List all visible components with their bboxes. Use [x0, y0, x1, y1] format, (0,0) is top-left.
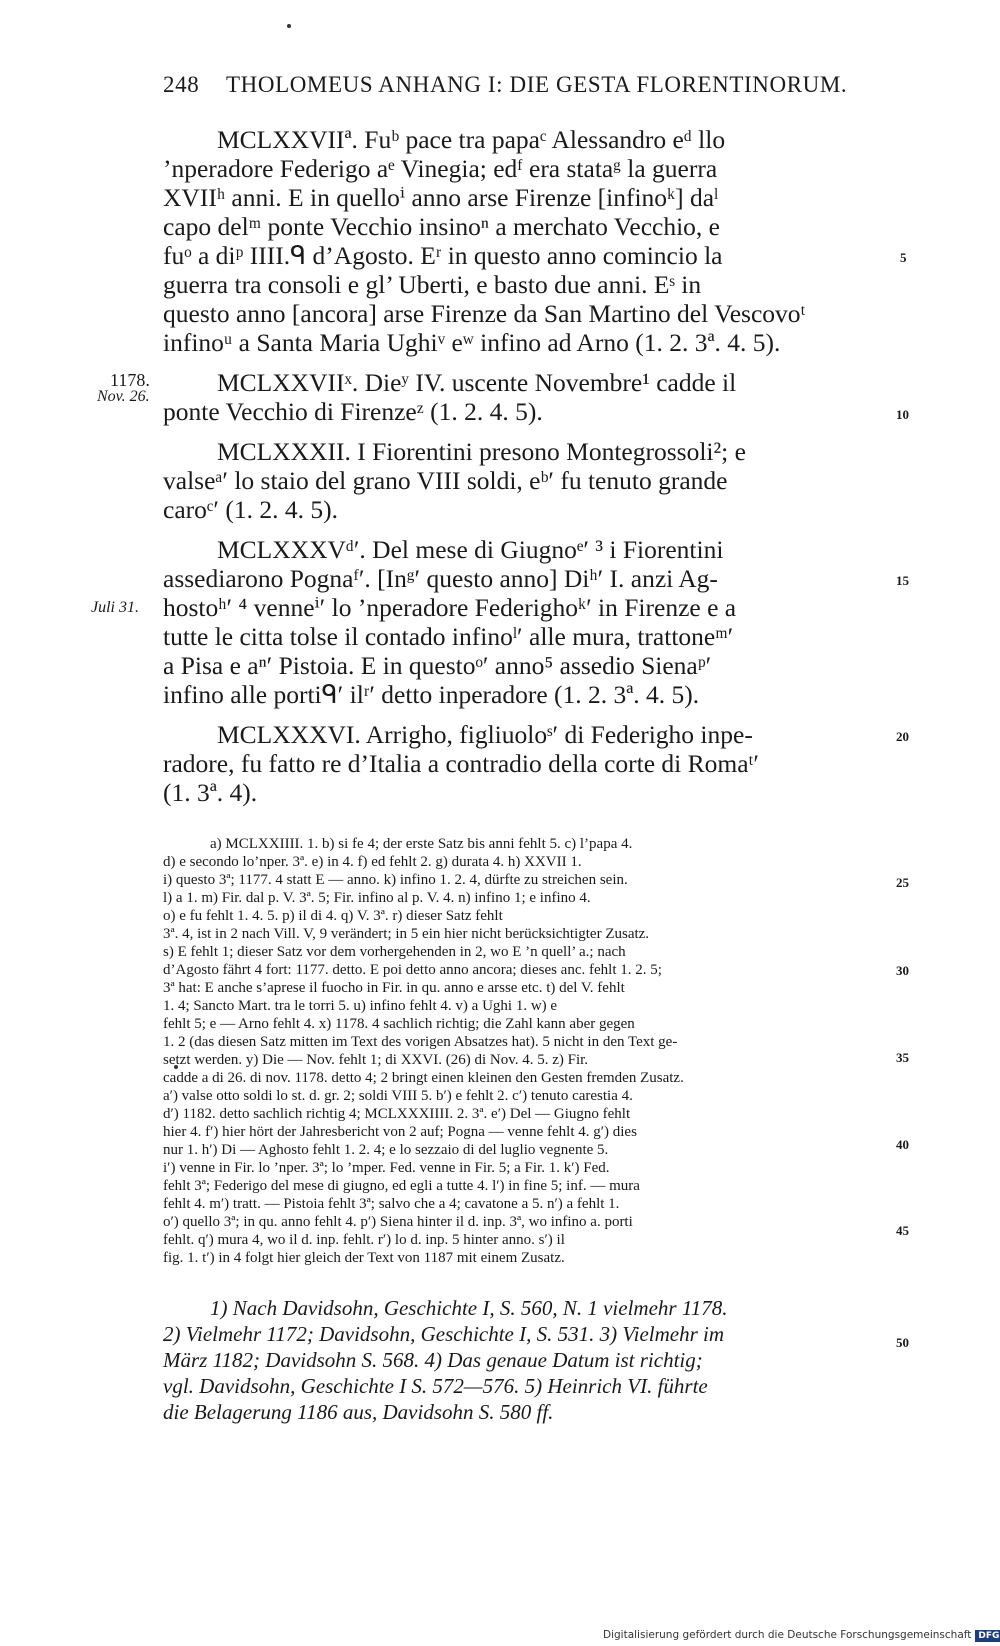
body-line: XVIIʰ anni. E in quelloⁱ anno arse Firenze [infinoᵏ] daˡ [163, 183, 719, 212]
apparatus-line: 1. 2 (das diesen Satz mitten im Text des vorigen Absatzes hat). 5 nicht in den Text ge- [163, 1034, 678, 1050]
body-line: a Pisa e aⁿ′ Pistoia. E in questoᵒ′ anno⁵ assedio Sienaᵖ′ [163, 651, 712, 680]
margin-date-year: 1178. [110, 370, 150, 390]
body-line: MCLXXXII. I Fiorentini presono Montegrossoli²; e [217, 437, 746, 466]
line-number: 25 [896, 875, 909, 890]
body-line: ’nperadore Federigo aᵉ Vinegia; edᶠ era stataᵍ la guerra [163, 154, 718, 183]
body-line: assediarono Pognaᶠ′. [Inᵍ′ questo anno] Diʰ′ I. anzi Ag- [163, 564, 718, 593]
line-number: 45 [896, 1223, 909, 1238]
running-title: THOLOMEUS ANHANG I: DIE GESTA FLORENTINORUM. [226, 72, 848, 97]
digitization-credit [603, 1625, 1000, 1643]
body-line: ponte Vecchio di Firenzeᶻ (1. 2. 4. 5). [163, 397, 543, 426]
margin-date-day: Juli 31. [91, 599, 139, 616]
body-line: (1. 3ª. 4). [163, 778, 258, 807]
note-line: März 1182; Davidsohn S. 568. 4) Das genaue Datum ist richtig; [163, 1348, 703, 1372]
body-line: MCLXXXVᵈ′. Del mese di Giugnoᵉ′ ³ i Fiorentini [217, 535, 724, 564]
apparatus-line: o′) quello 3ª; in qu. anno fehlt 4. p′) Siena hinter il d. inp. 3ª, wo infino a. porti [163, 1214, 633, 1230]
dfg-logo: DFG [975, 1630, 1000, 1642]
note-line: 1) Nach Davidsohn, Geschichte I, S. 560, N. 1 vielmehr 1178. [210, 1296, 728, 1320]
credit-text: Digitalisierung gefördert durch die Deutsche Forschungsgemeinschaft [603, 1629, 972, 1641]
apparatus-line: 1. 4; Sancto Mart. tra le torri 5. u) infino fehlt 4. v) a Ughi 1. w) e [163, 998, 558, 1014]
apparatus-line: l) a 1. m) Fir. dal p. V. 3ª. 5; Fir. infino al p. V. 4. n) infino 1; e infino 4. [163, 890, 591, 906]
apparatus-line: 3ª hat: E anche s’aprese il fuocho in Fir. in qu. anno e arsse etc. t) del V. fehlt [163, 980, 625, 996]
line-number: 20 [896, 729, 909, 744]
ink-speck [287, 24, 291, 28]
body-line: infino alle portiᑫ′ ilʳ′ detto inperadore (1. 2. 3ª. 4. 5). [163, 680, 700, 709]
apparatus-line: fig. 1. t′) in 4 folgt hier gleich der Text von 1187 mit einem Zusatz. [163, 1250, 565, 1266]
apparatus-line: fehlt 5; e — Arno fehlt 4. x) 1178. 4 sachlich richtig; die Zahl kann aber gegen [163, 1016, 635, 1032]
line-number: 30 [896, 963, 909, 978]
body-line: MCLXXXVI. Arrigho, figliuoloˢ′ di Federigho inpe- [217, 720, 753, 749]
line-number: 10 [896, 407, 909, 422]
apparatus-line: nur 1. h′) Di — Aghosto fehlt 1. 2. 4; e lo sezzaio di del luglio vegnente 5. [163, 1142, 609, 1158]
body-line: capo delᵐ ponte Vecchio insinoⁿ a merchato Vecchio, e [163, 212, 720, 241]
body-line: MCLXXVIIª. Fuᵇ pace tra papaᶜ Alessandro eᵈ llo [217, 125, 726, 154]
line-number: 40 [896, 1137, 909, 1152]
apparatus-line: d) e secondo lo’nper. 3ª. e) in 4. f) ed fehlt 2. g) durata 4. h) XXVII 1. [163, 854, 582, 870]
page-number: 248 [163, 72, 200, 97]
body-line: radore, fu fatto re d’Italia a contradio della corte di Romaᵗ′ [163, 749, 759, 778]
apparatus-line: hier 4. f′) hier hört der Jahresbericht von 2 auf; Pogna — venne fehlt 4. g′) dies [163, 1124, 637, 1140]
note-line: vgl. Davidsohn, Geschichte I S. 572—576. 5) Heinrich VI. führte [163, 1374, 708, 1398]
body-line: infinoᵘ a Santa Maria Ughiᵛ eʷ infino ad Arno (1. 2. 3ª. 4. 5). [163, 328, 781, 357]
apparatus-line: s) E fehlt 1; dieser Satz vor dem vorhergehenden in 2, wo E ’n quell’ a.; nach [163, 944, 626, 960]
apparatus-line: d′) 1182. detto sachlich richtig 4; MCLXXXIIII. 2. 3ª. e′) Del — Giugno fehlt [163, 1106, 631, 1122]
body-line: caroᶜ′ (1. 2. 4. 5). [163, 495, 338, 524]
apparatus-line: i′) venne in Fir. lo ’nper. 3ª; lo ’mper. Fed. venne in Fir. 5; a Fir. 1. k′) Fed. [163, 1160, 610, 1176]
body-line: hostoʰ′ ⁴ venneⁱ′ lo ’nperadore Federighoᵏ′ in Firenze e a [163, 593, 737, 622]
margin-date-day: Nov. 26. [97, 388, 150, 405]
apparatus-line: a′) valse otto soldi lo st. d. gr. 2; soldi VIII 5. b′) e fehlt 2. c′) tenuto carestia 4. [163, 1088, 633, 1104]
apparatus-line: fehlt. q′) mura 4, wo il d. inp. fehlt. r′) lo d. inp. 5 hinter anno. s′) il [163, 1232, 565, 1248]
line-number: 35 [896, 1050, 909, 1065]
apparatus-line: 3ª. 4, ist in 2 nach Vill. V, 9 verändert; in 5 ein hier nicht berücksichtigter Zusatz. [163, 926, 650, 942]
body-line: tutte le citta tolse il contado infinoˡ′ alle mura, trattoneᵐ′ [163, 622, 734, 651]
apparatus-line: fehlt 3ª; Federigo del mese di giugno, ed egli a tutte 4. l′) in fine 5; inf. — mura [163, 1178, 640, 1194]
apparatus-line: fehlt 4. m′) tratt. — Pistoia fehlt 3ª; salvo che a 4; cavatone a 5. n′) a fehlt 1. [163, 1196, 620, 1212]
apparatus-line: o) e fu fehlt 1. 4. 5. p) il di 4. q) V. 3ª. r) dieser Satz fehlt [163, 908, 503, 924]
line-number: 5 [900, 250, 907, 265]
body-line: questo anno [ancora] arse Firenze da San Martino del Vescovoᵗ [163, 299, 806, 328]
apparatus-line: i) questo 3ª; 1177. 4 statt E — anno. k) infino 1. 2. 4, dürfte zu streichen sein. [163, 872, 628, 888]
body-line: guerra tra consoli e gl’ Uberti, e basto due anni. Eˢ in [163, 270, 702, 299]
line-number: 15 [896, 573, 909, 588]
body-line: MCLXXVIIˣ. Dieʸ IV. uscente Novembre¹ cadde il [217, 368, 737, 397]
body-line: valseᵃ′ lo staio del grano VIII soldi, eᵇ′ fu tenuto grande [163, 466, 728, 495]
body-line: fuᵒ a diᵖ IIII.ᑫ d’Agosto. Eʳ in questo anno comincio la [163, 241, 723, 270]
apparatus-line: a) MCLXXIIII. 1. b) si fe 4; der erste Satz bis anni fehlt 5. c) l’papa 4. [210, 836, 633, 852]
apparatus-line: d’Agosto fährt 4 fort: 1177. detto. E poi detto anno ancora; dieses anc. fehlt 1. 2. 5; [163, 962, 662, 978]
apparatus-line: cadde a di 26. di nov. 1178. detto 4; 2 bringt einen kleinen den Gesten fremden Zusatz. [163, 1070, 684, 1086]
line-number: 50 [896, 1335, 909, 1350]
note-line: die Belagerung 1186 aus, Davidsohn S. 580 ff. [163, 1400, 554, 1424]
apparatus-line: setzt werden. y) Die — Nov. fehlt 1; di XXVI. (26) di Nov. 4. 5. z) Fir. [163, 1052, 589, 1068]
note-line: 2) Vielmehr 1172; Davidsohn, Geschichte I, S. 531. 3) Vielmehr im [163, 1322, 725, 1346]
